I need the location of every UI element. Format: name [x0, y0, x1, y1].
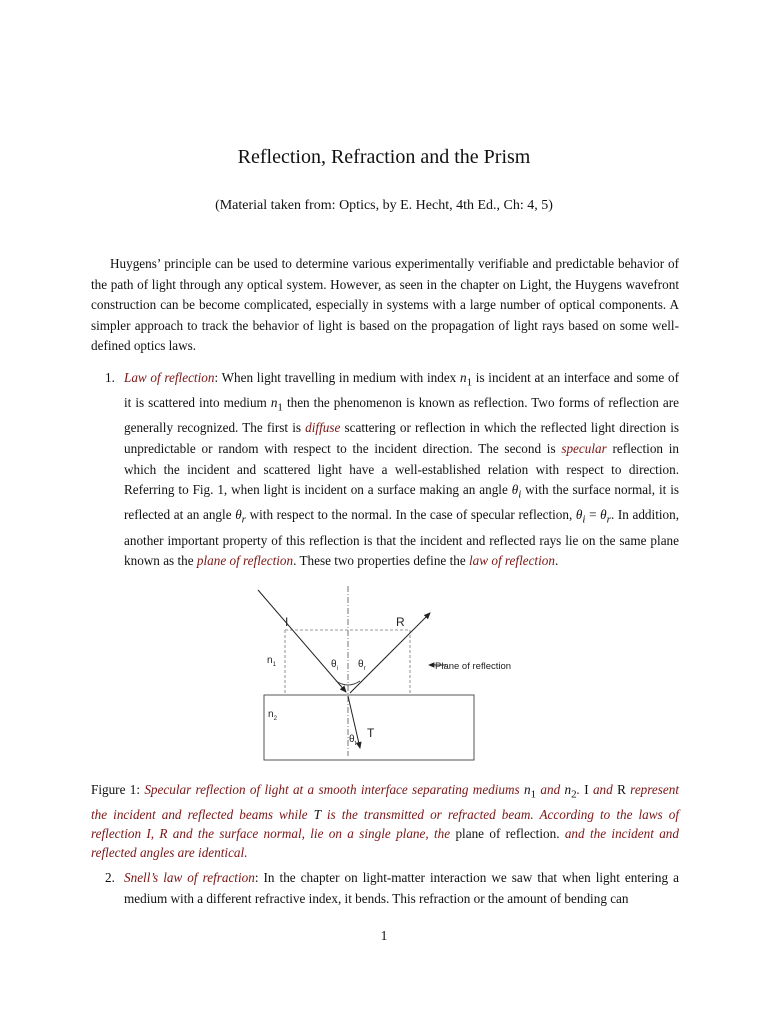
- reflected-ray: [350, 613, 430, 693]
- label-R: R: [396, 615, 405, 629]
- term-law-of-reflection: Law of reflection: [124, 370, 215, 385]
- intro-paragraph: Huygens’ principle can be used to determine various experimentally verifiable and predictable behavior of the path of light through any optical system. However, as seen in the chapter on Light, the Huygens wavefront construction can be become complicated, especially in systems with a large number of optical components. A simpler approach to track the behavior of light is based on the propagation of light rays based on some well-defined optics laws.: [91, 256, 679, 354]
- figure-reflection-diagram: [254, 586, 512, 766]
- label-plane-of-reflection: Plane of reflection: [435, 661, 512, 672]
- label-n2: $n_2$: [268, 709, 277, 722]
- reflection-diagram-svg: [254, 586, 512, 766]
- list-number: 2.: [105, 870, 115, 885]
- label-n1: $n_1$: [267, 655, 276, 668]
- page-title: Reflection, Refraction and the Prism: [237, 146, 531, 168]
- label-theta-t: $\theta_t$: [349, 734, 357, 747]
- label-theta-r: $\theta_r$: [358, 659, 366, 672]
- term-specular: specular: [561, 441, 607, 457]
- list-number: 1.: [105, 370, 115, 385]
- label-theta-i: $\theta_i$: [331, 659, 338, 672]
- source-note: (Material taken from: Optics, by E. Hecht, 4th Ed., Ch: 4, 5): [215, 198, 553, 213]
- list-item-snells-law: 2. Snell’s law of refraction: In the chapter on light-matter interaction we saw that when light entering a medium with a different refractive index, it bends. This refraction or the amount of bending can: [105, 870, 679, 906]
- label-T: T: [367, 726, 375, 740]
- term-plane-of-reflection: plane of reflection: [196, 553, 294, 569]
- list-item-law-of-reflection: 1. Law of reflection: When light travelling in medium with index $n_1$ is incident at an interface and some of it is scattered into medium $n_1$ then the phenomenon is known as reflection. Two forms of reflection are generally recognized. The first is diffuse scattering or reflection in which the reflected light direction is unpredictable or random with respect to the incident direction. The second is specular reflection in which the incident and scattered light have a well-established relation with respect to direction. Referring to Fig. 1, when light is incident on a surface making an angle $\theta_i$ with the surface normal, it is reflected at an angle $\theta_r$ with respect to the normal. In the case of specular reflection, $\theta_i = \theta_r$. In addition, another important property of this reflection is that the incident and reflected rays lie on the same plane known as the plane of reflection. These two properties define the law of reflection.: [105, 370, 680, 569]
- term-law-of-reflection-2: law of reflection: [469, 553, 555, 569]
- term-snells-law: Snell’s law of refraction: [124, 870, 255, 885]
- label-I: I: [285, 615, 289, 629]
- term-diffuse: diffuse: [305, 420, 341, 436]
- incident-ray: [258, 590, 346, 692]
- page-number: 1: [380, 928, 388, 943]
- figure-caption: Figure 1: Specular reflection of light at a smooth interface separating mediums $n_1$ and $n_2$. I and R represent the incident and reflected beams while T is the transmitted or refracted beam. According to the laws of reflection I, R and the surface normal, lie on a single plane, the plane of reflection. and the incident and reflected angles are identical.: [91, 782, 680, 860]
